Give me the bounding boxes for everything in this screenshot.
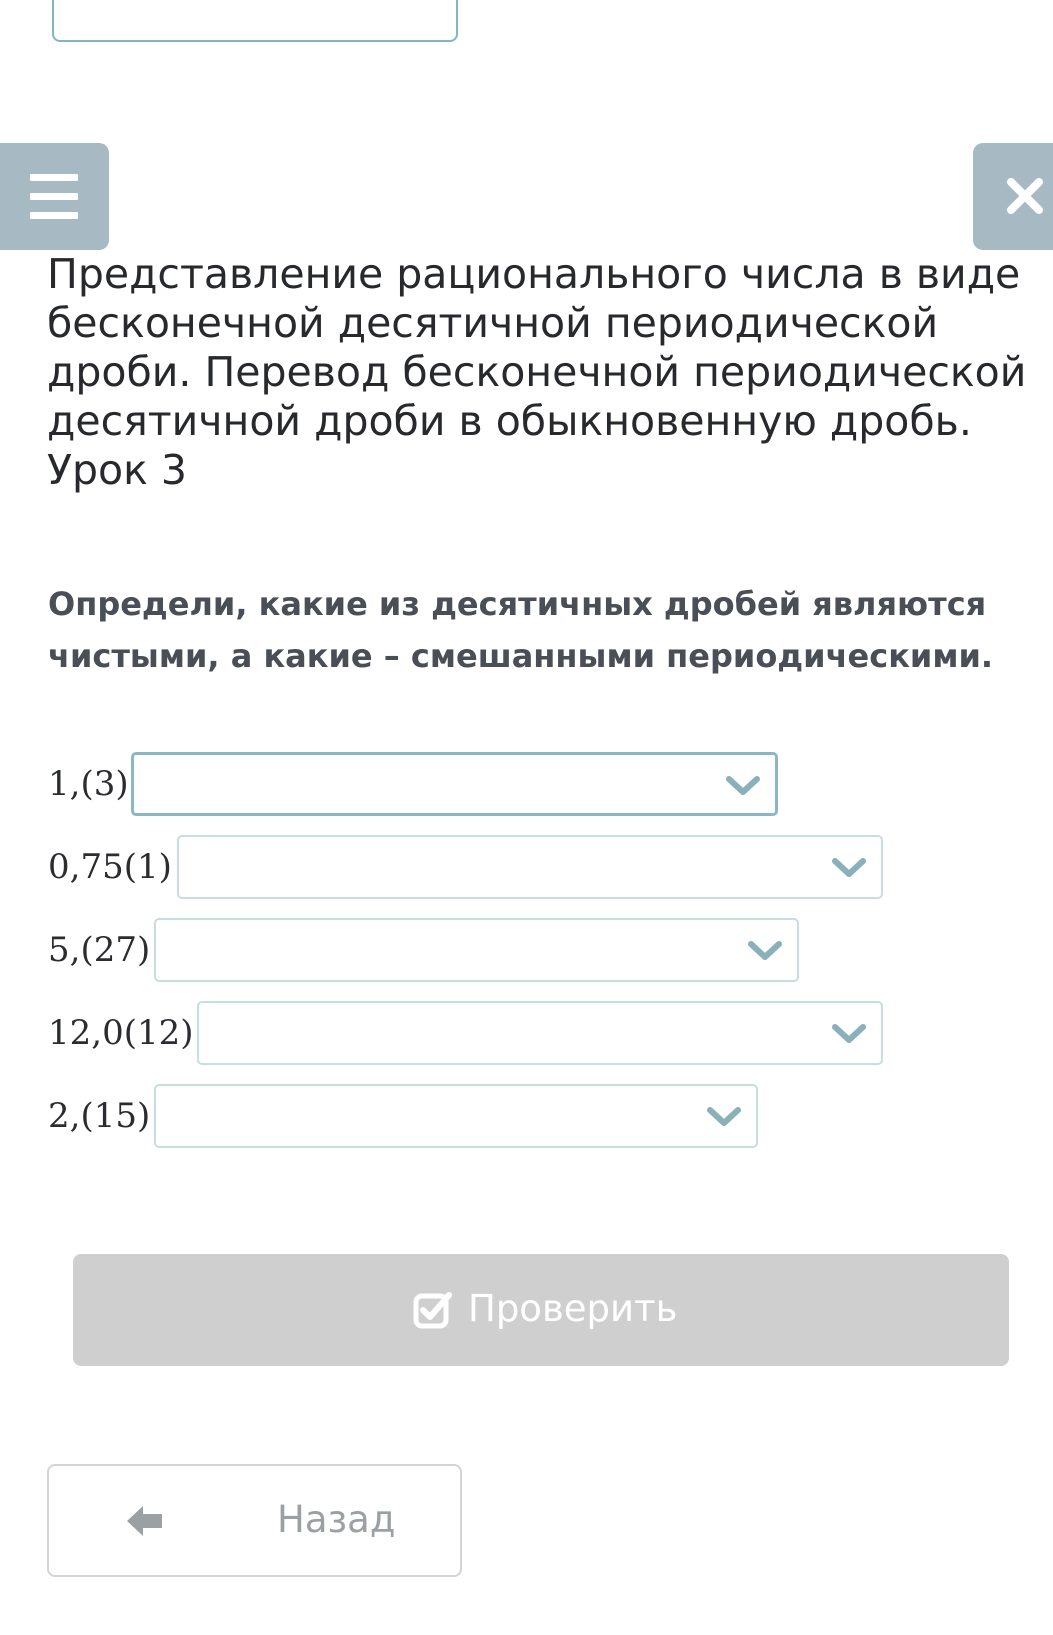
answer-dropdown-5[interactable] <box>154 1084 758 1148</box>
top-answer-field[interactable] <box>52 0 458 42</box>
arrow-left-icon <box>125 1503 165 1539</box>
fraction-label: 12,0(12) <box>48 1013 194 1053</box>
answer-dropdown-3[interactable] <box>154 918 799 982</box>
chevron-down-icon <box>831 1023 867 1045</box>
check-button-label: Проверить <box>468 1287 678 1330</box>
close-button[interactable] <box>973 143 1053 250</box>
fraction-label: 2,(15) <box>48 1096 151 1136</box>
chevron-down-icon <box>725 775 761 797</box>
check-button[interactable] <box>73 1254 1009 1366</box>
answer-dropdown-2[interactable] <box>177 835 883 899</box>
lesson-title: Представление рационального числа в виде бесконечной десятичной периодической дроби. Перевод бесконечной периодической десятичной дроби в обыкновенную дробь. Урок 3 <box>47 250 1027 494</box>
menu-button[interactable] <box>0 143 109 250</box>
chevron-down-icon <box>706 1106 742 1128</box>
fraction-label: 0,75(1) <box>48 847 172 887</box>
back-button[interactable] <box>47 1464 462 1577</box>
task-instruction: Определи, какие из десятичных дробей являются чистыми, а какие – смешанными периодическими. <box>48 585 994 675</box>
chevron-down-icon <box>747 940 783 962</box>
checkbox-check-icon <box>413 1291 453 1329</box>
fraction-label: 1,(3) <box>48 764 129 804</box>
chevron-down-icon <box>831 857 867 879</box>
back-button-label: Назад <box>277 1498 396 1541</box>
fraction-label: 5,(27) <box>48 930 151 970</box>
answer-dropdown-1[interactable] <box>131 752 778 816</box>
answer-dropdown-4[interactable] <box>197 1001 883 1065</box>
close-x-icon <box>1005 176 1045 216</box>
